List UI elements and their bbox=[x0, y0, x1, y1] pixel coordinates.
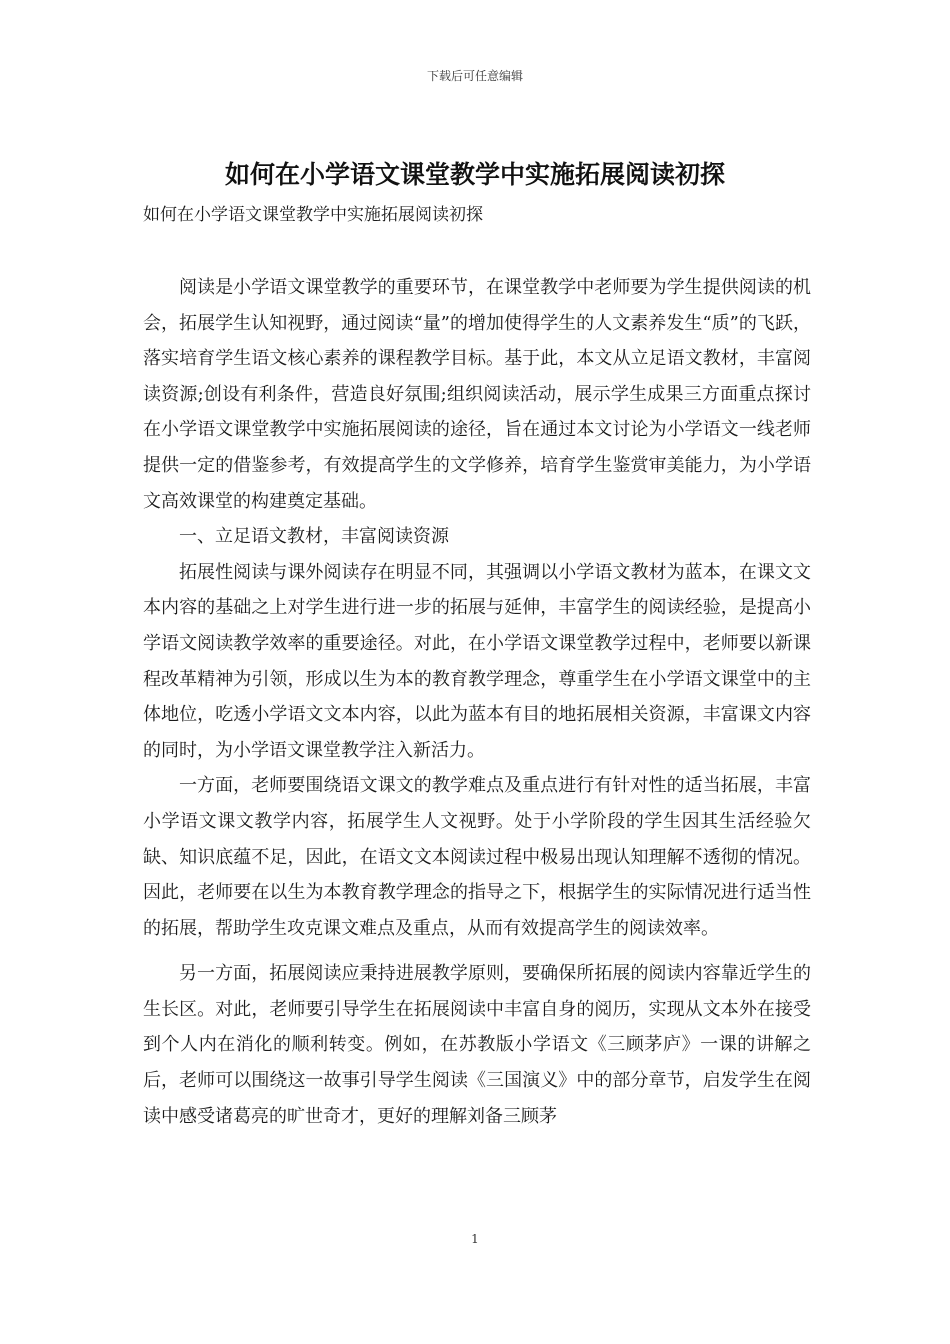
paragraph-section-1: 拓展性阅读与课外阅读存在明显不同，其强调以小学语文教材为蓝本，在课文文本内容的基础之上对学生进行进一步的拓展与延伸，丰富学生的阅读经验，是提高小学语文阅读教学效率的重要途径。对此，在小学语文课堂教学过程中，老师要以新课程改革精神为引领，形成以生为本的教育教学理念，尊重学生在小学语文课堂中的主体地位，吃透小学语文文本内容，以此为蓝本有目的地拓展相关资源，丰富课文内容的同时，为小学语文课堂教学注入新活力。 bbox=[143, 561, 811, 761]
paragraph-on-other-hand: 另一方面，拓展阅读应秉持进展教学原则，要确保所拓展的阅读内容靠近学生的生长区。对此，老师要引导学生在拓展阅读中丰富自身的阅历，实现从文本外在接受到个人内在消化的顺利转变。例如，在苏教版小学语文《三顾茅庐》一课的讲解之后，老师可以围绕这一故事引导学生阅读《三国演义》中的部分章节，启发学生在阅读中感受诸葛亮的旷世奇才，更好的理解刘备三顾茅 bbox=[143, 963, 811, 1127]
document-body bbox=[143, 270, 811, 1134]
page-number: 1 bbox=[471, 1232, 479, 1246]
header-note: 下载后可任意编辑 bbox=[426, 69, 523, 83]
document-subtitle: 如何在小学语文课堂教学中实施拓展阅读初探 bbox=[143, 205, 483, 225]
section-heading-1: 一、立足语文教材，丰富阅读资源 bbox=[179, 526, 449, 548]
document-title: 如何在小学语文课堂教学中实施拓展阅读初探 bbox=[224, 160, 725, 189]
paragraph-abstract: 阅读是小学语文课堂教学的重要环节，在课堂教学中老师要为学生提供阅读的机会，拓展学生认知视野，通过阅读“量”的增加使得学生的人文素养发生“质”的飞跃，落实培育学生语文核心素养的课程教学目标。基于此，本文从立足语文教材，丰富阅读资源;创设有利条件，营造良好氛围;组织阅读活动，展示学生成果三方面重点探讨在小学语文课堂教学中实施拓展阅读的途径，旨在通过本文讨论为小学语文一线老师提供一定的借鉴参考，有效提高学生的文学修养，培育学生鉴赏审美能力，为小学语文高效课堂的构建奠定基础。 bbox=[143, 277, 811, 512]
paragraph-on-one-hand: 一方面，老师要围绕语文课文的教学难点及重点进行有针对性的适当拓展，丰富小学语文课文教学内容，拓展学生人文视野。处于小学阶段的学生因其生活经验欠缺、知识底蕴不足，因此，在语文文本阅读过程中极易出现认知理解不透彻的情况。因此，老师要在以生为本教育教学理念的指导之下，根据学生的实际情况进行适当性的拓展，帮助学生攻克课文难点及重点，从而有效提高学生的阅读效率。 bbox=[143, 775, 811, 939]
